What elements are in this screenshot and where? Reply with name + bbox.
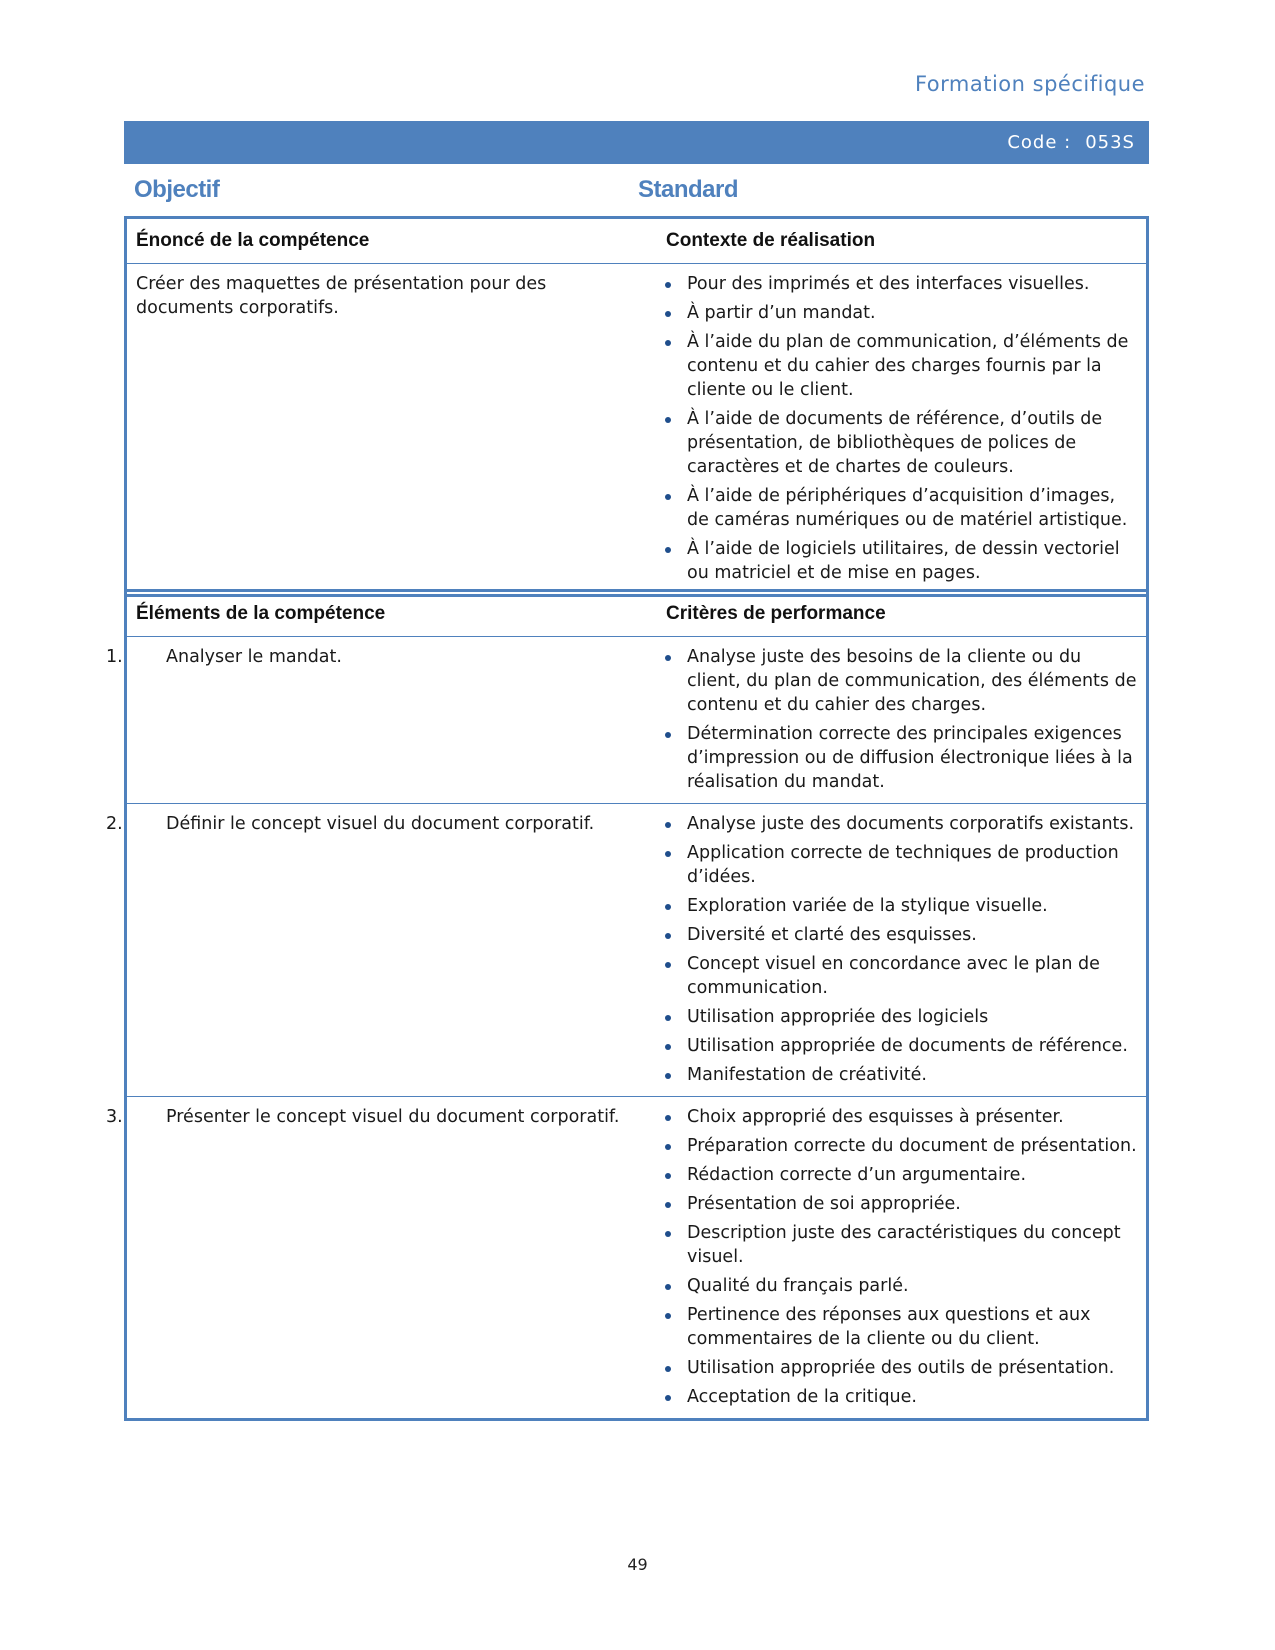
list-item: Acceptation de la critique. bbox=[657, 1385, 1138, 1409]
bullet-icon bbox=[665, 822, 671, 828]
context-header: Contexte de réalisation bbox=[657, 218, 1148, 264]
list-item: Application correcte de techniques de production d’idées. bbox=[657, 841, 1138, 889]
list-item: À l’aide de logiciels utilitaires, de dessin vectoriel ou matriciel et de mise en pages. bbox=[657, 537, 1138, 585]
elements-header: Éléments de la compétence bbox=[126, 591, 658, 637]
statement-header: Énoncé de la compétence bbox=[126, 218, 658, 264]
bullet-icon bbox=[665, 851, 671, 857]
code-value: 053S bbox=[1085, 132, 1135, 153]
list-item: Pertinence des réponses aux questions et aux commentaires de la cliente ou du client. bbox=[657, 1303, 1138, 1351]
element-cell bbox=[106, 637, 658, 804]
table-row bbox=[126, 1097, 1148, 1420]
list-item: Concept visuel en concordance avec le plan de communication. bbox=[657, 952, 1138, 1000]
bullet-icon bbox=[665, 655, 671, 661]
bullet-icon bbox=[665, 732, 671, 738]
document-section-title: Formation spécifique bbox=[914, 72, 1145, 96]
list-item: Présentation de soi appropriée. bbox=[657, 1192, 1138, 1216]
element-text: Définir le concept visuel du document corporatif. bbox=[166, 814, 595, 834]
list-item: Analyse juste des documents corporatifs existants. bbox=[657, 812, 1138, 836]
competency-elements-table bbox=[106, 589, 1149, 1421]
bullet-icon bbox=[665, 1231, 671, 1237]
list-item: À l’aide du plan de communication, d’éléments de contenu et du cahier des charges fournis par la cliente ou le client. bbox=[657, 330, 1138, 402]
element-text: Analyser le mandat. bbox=[166, 647, 342, 667]
standard-heading: Standard bbox=[638, 176, 739, 203]
list-item: Analyse juste des besoins de la cliente ou du client, du plan de communication, des éléments de contenu et du cahier des charges. bbox=[657, 645, 1138, 717]
list-item: Pour des imprimés et des interfaces visuelles. bbox=[657, 272, 1138, 296]
list-item: À l’aide de documents de référence, d’outils de présentation, de bibliothèques de polices de caractères et de chartes de couleurs. bbox=[657, 407, 1138, 479]
table-row bbox=[126, 264, 1148, 596]
table-row bbox=[126, 804, 1148, 1097]
bullet-icon bbox=[665, 1115, 671, 1121]
bullet-icon bbox=[665, 340, 671, 346]
list-item: Choix approprié des esquisses à présenter. bbox=[657, 1105, 1138, 1129]
bullet-icon bbox=[665, 1284, 671, 1290]
element-text: Présenter le concept visuel du document corporatif. bbox=[166, 1107, 620, 1127]
competency-statement-table bbox=[124, 216, 1149, 597]
list-item: À l’aide de périphériques d’acquisition d’images, de caméras numériques ou de matériel artistique. bbox=[657, 484, 1138, 532]
bullet-icon bbox=[665, 547, 671, 553]
bullet-icon bbox=[665, 933, 671, 939]
element-number: 2. bbox=[106, 814, 123, 834]
list-item: Exploration variée de la stylique visuelle. bbox=[657, 894, 1138, 918]
list-item: Qualité du français parlé. bbox=[657, 1274, 1138, 1298]
list-item: Description juste des caractéristiques du concept visuel. bbox=[657, 1221, 1138, 1269]
bullet-icon bbox=[665, 1015, 671, 1021]
list-item: Diversité et clarté des esquisses. bbox=[657, 923, 1138, 947]
list-item: Préparation correcte du document de présentation. bbox=[657, 1134, 1138, 1158]
objective-heading: Objectif bbox=[134, 176, 220, 203]
element-number: 1. bbox=[106, 647, 123, 667]
criteria-list bbox=[657, 812, 1138, 1087]
section-headings bbox=[124, 176, 1149, 204]
bullet-icon bbox=[665, 962, 671, 968]
bullet-icon bbox=[665, 1044, 671, 1050]
bullet-icon bbox=[665, 1202, 671, 1208]
bullet-icon bbox=[665, 417, 671, 423]
criteria-cell bbox=[657, 1097, 1148, 1420]
list-item: Utilisation appropriée de documents de référence. bbox=[657, 1034, 1138, 1058]
context-list bbox=[657, 272, 1138, 585]
criteria-cell bbox=[657, 637, 1148, 804]
criteria-cell bbox=[657, 804, 1148, 1097]
criteria-header: Critères de performance bbox=[657, 591, 1148, 637]
competency-statement: Créer des maquettes de présentation pour des documents corporatifs. bbox=[136, 274, 547, 318]
list-item: À partir d’un mandat. bbox=[657, 301, 1138, 325]
element-cell bbox=[106, 1097, 658, 1420]
page-number: 49 bbox=[627, 1555, 648, 1574]
bullet-icon bbox=[665, 1173, 671, 1179]
criteria-list bbox=[657, 1105, 1138, 1409]
table-row bbox=[126, 637, 1148, 804]
bullet-icon bbox=[665, 1073, 671, 1079]
context-cell bbox=[657, 264, 1148, 596]
element-number: 3. bbox=[106, 1107, 123, 1127]
bullet-icon bbox=[665, 282, 671, 288]
bullet-icon bbox=[665, 1366, 671, 1372]
bullet-icon bbox=[665, 1144, 671, 1150]
list-item: Détermination correcte des principales exigences d’impression ou de diffusion électronique liées à la réalisation du mandat. bbox=[657, 722, 1138, 794]
bullet-icon bbox=[665, 1395, 671, 1401]
element-cell bbox=[106, 804, 658, 1097]
code-label: Code : bbox=[1007, 132, 1072, 153]
bullet-icon bbox=[665, 1313, 671, 1319]
bullet-icon bbox=[665, 904, 671, 910]
list-item: Rédaction correcte d’un argumentaire. bbox=[657, 1163, 1138, 1187]
code-bar bbox=[124, 121, 1149, 164]
criteria-list bbox=[657, 645, 1138, 794]
bullet-icon bbox=[665, 494, 671, 500]
list-item: Utilisation appropriée des outils de présentation. bbox=[657, 1356, 1138, 1380]
list-item: Manifestation de créativité. bbox=[657, 1063, 1138, 1087]
list-item: Utilisation appropriée des logiciels bbox=[657, 1005, 1138, 1029]
bullet-icon bbox=[665, 311, 671, 317]
